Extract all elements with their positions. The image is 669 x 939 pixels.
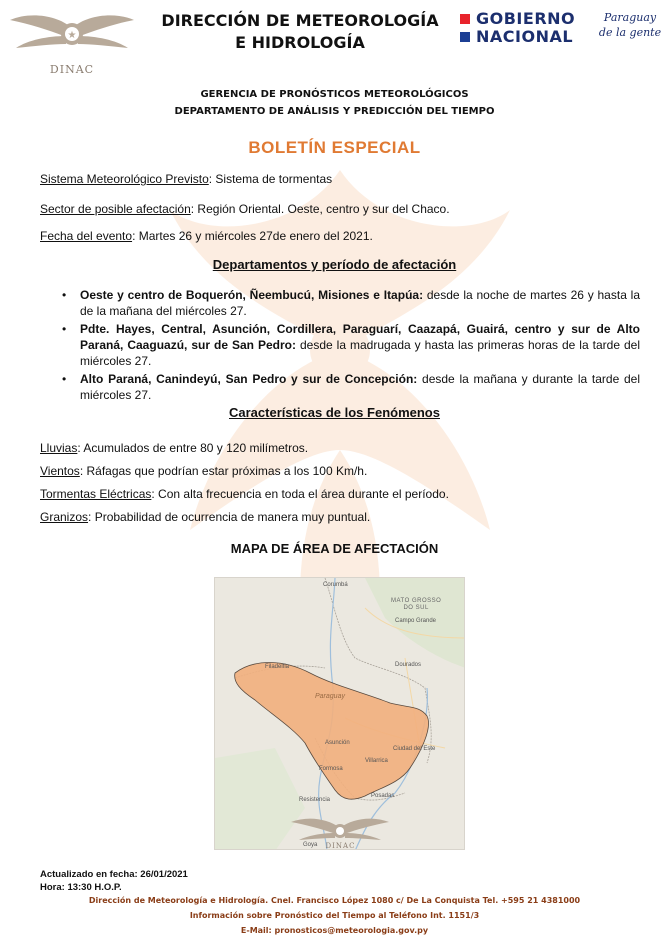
field-fecha xyxy=(40,229,640,244)
footer-address: Dirección de Meteorología e Hidrología. Cnel. Francisco López 1080 c/ De La Conquista Tel. +595 21 4381000 xyxy=(88,896,581,905)
map-label-ciudad-del-este: Ciudad del Este xyxy=(393,746,436,752)
phenomenon-lluvias xyxy=(40,440,640,463)
map-label-filadelfia: Filadelfia xyxy=(265,664,290,670)
map-label-mato-grosso xyxy=(391,598,441,612)
phenomenon-label: Lluvias xyxy=(40,441,78,455)
agency-title xyxy=(150,10,450,54)
field-sector-label: Sector de posible afectación xyxy=(40,202,191,216)
map-label-corumba: Corumbá xyxy=(323,582,348,588)
phenomenon-vientos xyxy=(40,463,640,486)
map-label-villarrica: Villarrica xyxy=(365,758,388,764)
dinac-logo-text: DINAC xyxy=(49,63,95,76)
field-sistema xyxy=(40,172,640,187)
departments-list xyxy=(62,287,640,405)
department-item-period: desde la mañana y durante la tarde del miércoles 27. xyxy=(80,372,640,402)
bulletin-title: BOLETÍN ESPECIAL xyxy=(248,138,421,157)
dinac-logo xyxy=(8,6,136,76)
update-time: Hora: 13:30 H.O.P. xyxy=(40,882,122,893)
gov-word-1: GOBIERNO xyxy=(476,9,576,28)
svg-text:★: ★ xyxy=(67,30,77,41)
map-label-asuncion: Asunción xyxy=(325,740,350,746)
department-item xyxy=(62,371,640,403)
map-label-goya: Goya xyxy=(303,842,318,848)
agency-title-line2: E HIDROLOGÍA xyxy=(235,33,365,52)
red-square-icon xyxy=(460,14,470,24)
field-sistema-label: Sistema Meteorológico Previsto xyxy=(40,172,209,186)
phenomenon-value: : Con alta frecuencia en toda el área durante el período. xyxy=(151,487,449,501)
map-label-paraguay: Paraguay xyxy=(315,693,345,700)
gobierno-nacional-logo xyxy=(458,10,668,56)
map-label-campo-grande: Campo Grande xyxy=(395,618,437,624)
map-label-mato-grosso-1: MATO GROSSO xyxy=(391,598,442,604)
phenomena-list xyxy=(40,440,640,532)
department-item-period: desde la noche de martes 26 y hasta la de la mañana del miércoles 27. xyxy=(80,288,640,318)
map-dinac-logo-text: DINAC xyxy=(325,842,356,850)
field-sector-value: : Región Oriental. Oeste, centro y sur del Chaco. xyxy=(190,202,450,216)
bullet-icon: • xyxy=(62,322,67,336)
map-label-mato-grosso-2: DO SUL xyxy=(403,605,429,611)
department-item-period: desde la madrugada y hasta las primeras horas de la tarde del miércoles 27. xyxy=(80,338,640,368)
gov-word-2: NACIONAL xyxy=(476,27,574,46)
departments-section-title: Departamentos y período de afectación xyxy=(212,257,457,272)
map-label-resistencia: Resistencia xyxy=(299,797,331,803)
phenomenon-value: : Acumulados de entre 80 y 120 milímetros. xyxy=(77,441,309,455)
bullet-icon: • xyxy=(62,288,67,302)
update-date: Actualizado en fecha: 26/01/2021 xyxy=(40,869,188,880)
phenomenon-tormentas xyxy=(40,486,640,509)
map-dinac-logo xyxy=(215,814,465,850)
blue-square-icon xyxy=(460,32,470,42)
bullet-icon: • xyxy=(62,372,67,386)
update-info xyxy=(40,868,188,894)
phenomenon-granizos xyxy=(40,509,640,532)
agency-title-line1: DIRECCIÓN DE METEOROLOGÍA xyxy=(161,11,439,30)
department-item-regions: Oeste y centro de Boquerón, Ñeembucú, Misiones e Itapúa: xyxy=(80,288,424,302)
field-fecha-label: Fecha del evento xyxy=(40,229,133,243)
phenomenon-value: : Probabilidad de ocurrencia de manera muy puntual. xyxy=(88,510,371,524)
footer-phone: Información sobre Pronóstico del Tiempo al Teléfono Int. 1151/3 xyxy=(189,911,480,920)
phenomenon-value: : Ráfagas que podrían estar próximas a los 100 Km/h. xyxy=(79,464,368,478)
map-dinac-wings-icon xyxy=(215,814,465,844)
affected-area-map xyxy=(214,577,465,850)
department-heading-1: GERENCIA DE PRONÓSTICOS METEOROLÓGICOS xyxy=(200,89,469,100)
department-item-regions: Pdte. Hayes, Central, Asunción, Cordillera, Paraguarí, Caazapá, Guairá, centro y sur de Alto Paraná, Caaguazú, sur de San Pedro: xyxy=(80,322,640,352)
footer-email: E-Mail: pronosticos@meteorologia.gov.py xyxy=(240,926,429,935)
dinac-wings-icon xyxy=(8,6,136,62)
phenomenon-label: Vientos xyxy=(40,464,80,478)
map-label-formosa: Formosa xyxy=(319,766,343,772)
gov-slogan xyxy=(592,10,668,40)
field-sector xyxy=(40,202,640,217)
gov-slogan-line1: Paraguay xyxy=(603,11,657,24)
department-item-regions: Alto Paraná, Canindeyú, San Pedro y sur de Concepción: xyxy=(80,372,418,386)
gov-slogan-line2: de la gente xyxy=(598,26,662,39)
phenomena-section-title: Características de los Fenómenos xyxy=(229,405,440,420)
department-item xyxy=(62,321,640,369)
field-fecha-value: : Martes 26 y miércoles 27de enero del 2021. xyxy=(132,229,373,243)
map-title: MAPA DE ÁREA DE AFECTACIÓN xyxy=(230,541,439,556)
department-heading-2: DEPARTAMENTO DE ANÁLISIS Y PREDICCIÓN DEL TIEMPO xyxy=(174,106,495,117)
phenomenon-label: Granizos xyxy=(40,510,89,524)
phenomenon-label: Tormentas Eléctricas xyxy=(40,487,152,501)
field-sistema-value: : Sistema de tormentas xyxy=(208,172,333,186)
map-label-posadas: Posadas xyxy=(371,793,395,799)
map-label-dourados: Dourados xyxy=(395,662,422,668)
department-item xyxy=(62,287,640,319)
